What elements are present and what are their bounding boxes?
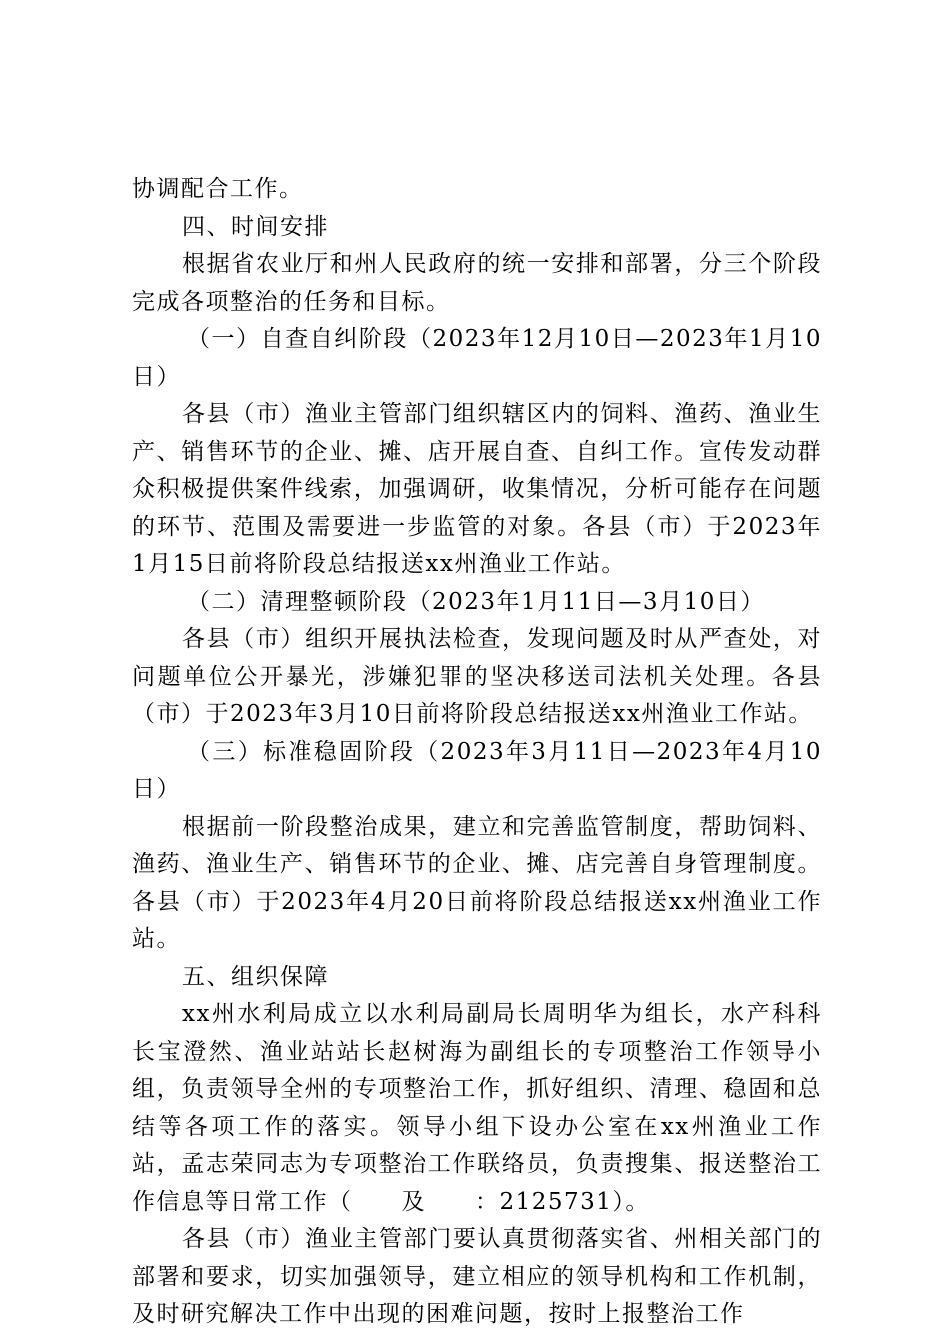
section-heading-organization: 五、组织保障 <box>182 963 329 990</box>
paragraph-12: 各县（市）渔业主管部门要认真贯彻落实省、州相关部门的部署和要求，切实加强领导，建立相应的领导机构和工作机制，及时研究解决工作中出现的困难问题，按时上报整治工作 <box>132 1226 822 1327</box>
phase-heading-3: （三）标准稳固阶段（2023年3月11日—2023年4月10日） <box>132 738 822 802</box>
paragraph-5: 各县（市）渔业主管部门组织辖区内的饲料、渔药、渔业生产、销售环节的企业、摊、店开展自查、自纠工作。宣传发动群众积极提供案件线索，加强调研，收集情况，分析可能存在问题的环节、范围及需要进一步监管的对象。各县（市）于2023年1月15日前将阶段总结报送xx州渔业工作站。 <box>132 401 822 577</box>
section-heading-schedule: 四、时间安排 <box>182 213 329 240</box>
paragraph-9: 根据前一阶段整治成果，建立和完善监管制度，帮助饲料、渔药、渔业生产、销售环节的企业、摊、店完善自身管理制度。各县（市）于2023年4月20日前将阶段总结报送xx州渔业工作站。 <box>132 813 822 952</box>
phase-heading-1: （一）自查自纠阶段（2023年12月10日—2023年1月10日） <box>132 326 822 390</box>
paragraph-1: 协调配合工作。 <box>132 176 304 202</box>
paragraph-7: 各县（市）组织开展执法检查，发现问题及时从严查处，对问题单位公开暴光，涉嫌犯罪的坚决移送司法机关处理。各县（市）于2023年3月10日前将阶段总结报送xx州渔业工作站。 <box>132 626 822 727</box>
paragraph-3: 根据省农业厅和州人民政府的统一安排和部署，分三个阶段完成各项整治的任务和目标。 <box>132 251 822 315</box>
phase-heading-2: （二）清理整顿阶段（2023年1月11日—3月10日） <box>187 588 765 615</box>
document-body <box>132 171 822 1334</box>
paragraph-11: xx州水利局成立以水利局副局长周明华为组长，水产科科长宝澄然、渔业站站长赵树海为副组长的专项整治工作领导小组，负责领导全州的专项整治工作，抓好组织、清理、稳固和总结等各项工作的落实。领导小组下设办公室在xx州渔业工作站，孟志荣同志为专项整治工作联络员，负责搜集、报送整治工作信息等日常工作（ 及 ：2125731）。 <box>132 1001 822 1215</box>
